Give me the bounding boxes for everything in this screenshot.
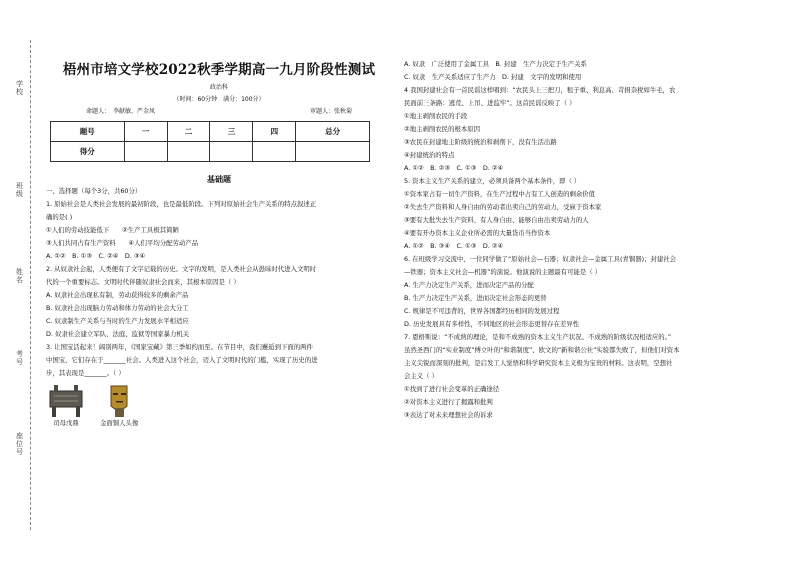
question-line: 确的是( ): [46, 213, 73, 221]
score-row-label: 得分: [51, 142, 125, 162]
figure-head: [100, 382, 138, 427]
time-score-info: （时间：60分钟 满分：100分）: [173, 96, 265, 103]
bronze-ding-image: [46, 382, 86, 418]
score-header-cell: 二: [167, 122, 210, 142]
reviewer-label: 审题人：张秋菊: [309, 108, 352, 115]
question-line: B. 奴隶社会出现脑力劳动和体力劳动的社会大分工: [46, 304, 189, 312]
cut-line: [30, 40, 31, 530]
figure-ding: [46, 382, 86, 427]
left-column: [46, 58, 392, 427]
question-line: D. 奴隶社会建立军队、法庭、监狱等国家暴力机关: [46, 330, 190, 338]
section-instructions: 一、选择题（每个3分，共60分）: [46, 187, 142, 195]
question-line: A. ①② B. ③④ C. ①③ D. ②④: [404, 242, 504, 250]
margin-label-school: 学校: [16, 80, 23, 96]
score-cell[interactable]: [210, 142, 253, 162]
score-header-cell: 四: [253, 122, 296, 142]
question-line: ③人们共同占有生产资料 ④人们平均分配劳动产品: [46, 239, 199, 247]
question-line: 5. 资本主义生产关系的建立，必须具备两个基本条件，即（ ）: [404, 177, 581, 185]
left-question-text: [46, 198, 392, 380]
question-line: 虽然圣西门的“实业制度”傅立叶的“和谐制度”、欧文的“新和谐公社”实验都失败了，但他们对资本: [404, 346, 680, 354]
question-line: C. 奴隶制生产关系与当时的生产力发展水平相适应: [46, 317, 189, 325]
question-line: ②对资本主义进行了揭露和批判: [404, 398, 493, 406]
question-line: C. 规律是不可违背的，世界各国都经历相同的发展过程: [404, 307, 560, 315]
margin-label-number: 考号: [16, 350, 23, 366]
question-line: ①找到了进行社会变革的正确途径: [404, 385, 500, 393]
question-line: ①人们的劳动技能低下 ②生产工具极其简陋: [46, 226, 179, 234]
subject-label: 政治科: [209, 84, 228, 91]
question-line: ①地主剥削农民的手段: [404, 112, 468, 120]
artifact-figures: [46, 382, 392, 427]
figure-caption: 金面铜人头像: [100, 419, 139, 427]
question-line: ③农民在封建地主阶级的统治和剥削下，没有生活出路: [404, 138, 557, 146]
question-line: 代的一个重要标志。文明时代伴随奴隶社会而来，其根本原因是（ ）: [46, 278, 240, 286]
question-line: D. 历史发展具有多样性，不同地区的社会形态更替存在差异性: [404, 320, 580, 328]
score-value-row: [51, 142, 370, 162]
question-line: 会主义（ ）: [404, 372, 438, 380]
score-cell[interactable]: [253, 142, 296, 162]
right-column: [404, 58, 776, 422]
question-line: ①资本家占有一切生产资料，在生产过程中占有工人创造的剩余价值: [404, 190, 596, 198]
setter-label: 命题人： 李献敏、严金凤: [86, 108, 156, 115]
question-line: 主义尖锐而深刻的批判，是启发工人觉悟和科学研究资本主义极为宝贵的材料。这表明，空想社: [404, 359, 673, 367]
question-line: ④封建统治的特点: [404, 151, 455, 159]
question-line: A. 奴隶 广泛使用了金属工具 B. 封建 生产力决定于生产关系: [404, 60, 587, 68]
question-line: ③表达了对未来理想社会的诉求: [404, 411, 493, 419]
gold-mask-head-image: [101, 382, 137, 418]
staff-line: [46, 106, 392, 115]
score-cell[interactable]: [167, 142, 210, 162]
score-cell[interactable]: [124, 142, 167, 162]
question-line: 7. 恩格斯说：“不成熟的理论，是和不成熟的资本主义生产状况、不成熟的阶级状况相适应的。”: [404, 333, 672, 341]
score-table: [50, 121, 370, 162]
question-line: ③要有大批失去生产资料、有人身自由、能够自由出卖劳动力的人: [404, 216, 589, 224]
margin-label-name: 姓名: [16, 268, 23, 284]
score-header-cell: 总分: [296, 122, 370, 142]
binding-margin: [0, 40, 40, 530]
question-line: ②失去生产资料和人身自由的劳动者出卖自己的劳动力，受雇于资本家: [404, 203, 602, 211]
score-cell[interactable]: [296, 142, 370, 162]
question-line: B. 生产力决定生产关系，进而决定社会形态的更替: [404, 294, 547, 302]
question-line: —铁器；资本主义社会—机器”的演说。他演说的主题最有可能是（ ）: [404, 268, 602, 276]
section-title: 基础题: [207, 175, 231, 184]
margin-label-seat: 座位号: [16, 432, 23, 456]
question-line: A. 生产力决定生产关系，进而决定产品的分配: [404, 281, 534, 289]
question-line: 4 我国封建社会有一首民谣这样唱到：“农民头上三把刀，租子重、利息高、苛捐杂税如牛毛，农: [404, 86, 676, 94]
question-line: 中国宝，它们存在于_______社会。人类进入这个社会，迈入了文明时代的门槛，实现了历史的进: [46, 356, 318, 364]
question-line: 6. 在班级学习交流中，一位同学做了“原始社会—石器；奴隶社会—金属工具(青铜器)；封建社会: [404, 255, 677, 263]
question-line: C. 奴隶 生产关系适应了生产力 D. 封建 文字的发明和使用: [404, 73, 582, 81]
score-header-cell: 一: [124, 122, 167, 142]
question-line: 3. 让国宝活起来！阔别两年，《国家宝藏》第三季如约而至。在节目中，我们邂逅到下面的两件: [46, 343, 313, 351]
question-line: A. 奴隶社会出现私有制，劳动获得较多的剩余产品: [46, 291, 189, 299]
question-line: A. ①② B. ②③ C. ①③ D. ②④: [404, 164, 504, 172]
margin-label-class: 班级: [16, 182, 23, 198]
question-line: 2. 从奴隶社会起，人类便有了文字记载的历史。文字的发明，是人类社会从愚昧时代进入文明时: [46, 265, 317, 273]
figure-caption: 司母戊鼎: [53, 419, 79, 427]
question-line: A. ①② B. ①③ C. ②④ D. ③④: [46, 252, 146, 260]
exam-title: 梧州市培文学校2022秋季学期高一九月阶段性测试: [62, 62, 376, 78]
question-line: 1. 原始社会是人类社会发展的最初阶段，也是最低阶段。下列对原始社会生产关系的特点叙述正: [46, 200, 317, 208]
score-header-cell: 三: [210, 122, 253, 142]
question-line: ④要有开办资本主义企业所必需的大量货币当作资本: [404, 229, 551, 237]
score-header-row: [51, 122, 370, 142]
question-line: 步，其表现是_______。（ ）: [46, 369, 125, 377]
question-line: ②地主剥削农民的根本原因: [404, 125, 481, 133]
score-header-cell: 题号: [51, 122, 125, 142]
question-line: 民面前三条路：逃荒、上吊、进监牢”。这首民谣反映了（ ）: [404, 99, 576, 107]
